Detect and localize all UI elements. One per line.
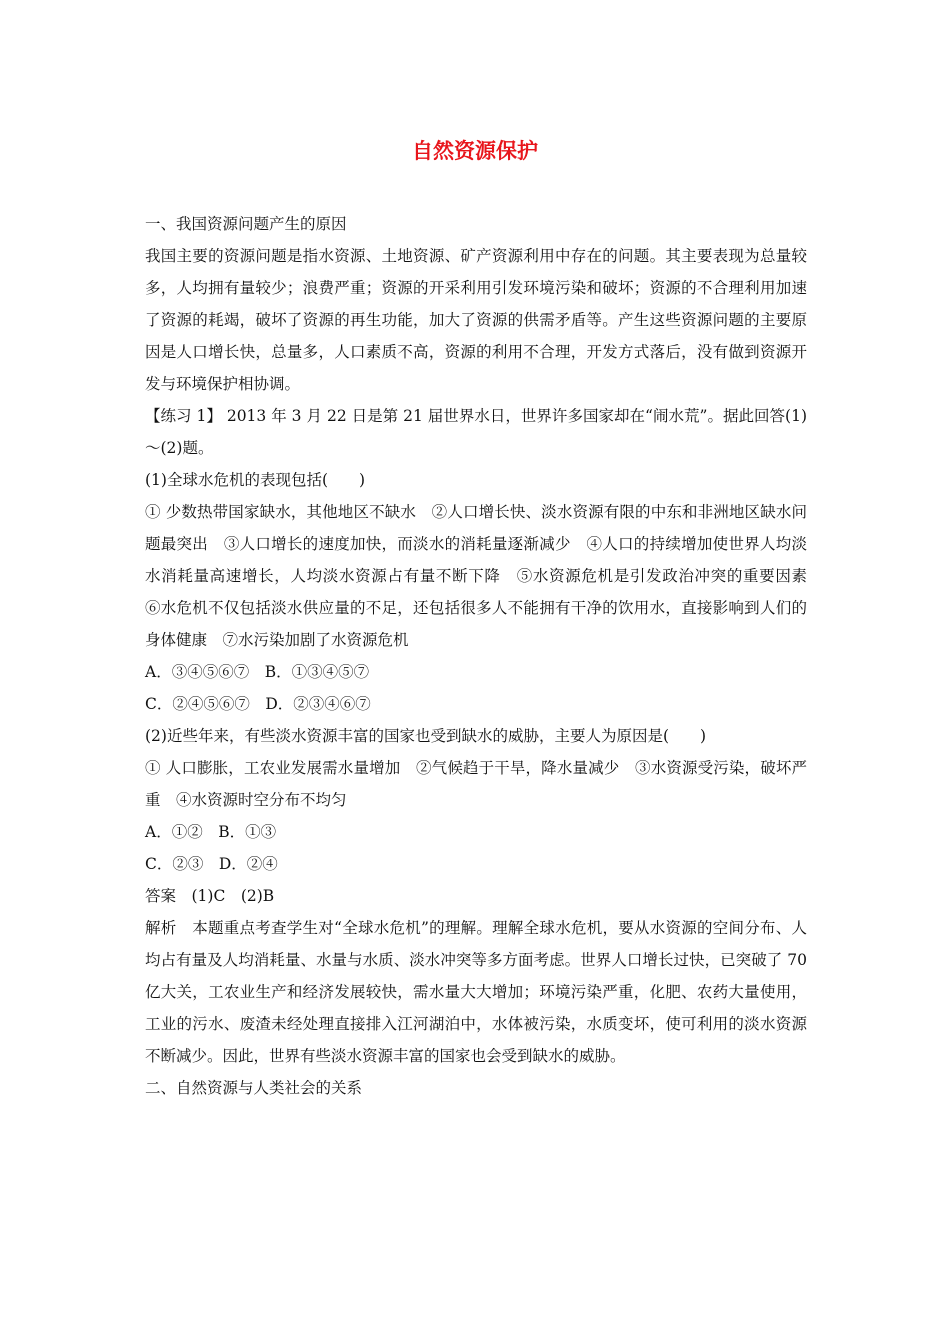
section-heading-2: 二、自然资源与人类社会的关系 [145, 1079, 363, 1097]
page-title: 自然资源保护 [412, 139, 538, 163]
question-1-options-cd: C．②④⑤⑥⑦ D．②③④⑥⑦ [145, 695, 371, 713]
question-2-stem: (2)近些年来，有些淡水资源丰富的国家也受到缺水的威胁，主要人为原因是( ) [145, 727, 707, 745]
question-2-options-ab: A．①② B．①③ [145, 823, 277, 841]
question-2-statements: ① 人口膨胀，工农业发展需水量增加 ②气候趋于干旱，降水量减少 ③水资源受污染，破坏严重 ④水资源时空分布不均匀 [145, 759, 807, 809]
section-heading-1: 一、我国资源问题产生的原因 [145, 215, 347, 233]
analysis-paragraph: 解析 本题重点考查学生对“全球水危机”的理解。理解全球水危机，要从水资源的空间分布、人均占有量及人均消耗量、水量与水质、淡水冲突等多方面考虑。世界人口增长过快，已突破了 70 亿大关，工农业生产和经济发展较快，需水量大大增加；环境污染严重，化肥、农药大量使用，工业的污水、废渣未经处理直接排入江河湖泊中，水体被污染，水质变坏，使可利用的淡水资源不断减少。因此，世界有些淡水资源丰富的国家也会受到缺水的威胁。 [145, 919, 807, 1065]
question-1-stem: (1)全球水危机的表现包括( ) [145, 471, 366, 489]
exercise-intro: 【练习 1】 2013 年 3 月 22 日是第 21 届世界水日，世界许多国家却在“闹水荒”。据此回答(1)～(2)题。 [145, 407, 807, 457]
question-1-statements: ① 少数热带国家缺水，其他地区不缺水 ②人口增长快、淡水资源有限的中东和非洲地区缺水问题最突出 ③人口增长的速度加快，而淡水的消耗量逐渐减少 ④人口的持续增加使世界人均淡水消耗量高速增长，人均淡水资源占有量不断下降 ⑤水资源危机是引发政治冲突的重要因素 ⑥水危机不仅包括淡水供应量的不足，还包括很多人不能拥有干净的饮用水，直接影响到人们的身体健康 ⑦水污染加剧了水资源危机 [145, 503, 823, 649]
answer-line: 答案 (1)C (2)B [145, 887, 275, 905]
section-body-1: 我国主要的资源问题是指水资源、土地资源、矿产资源利用中存在的问题。其主要表现为总量较多，人均拥有量较少；浪费严重；资源的开采利用引发环境污染和破坏；资源的不合理利用加速了资源的耗竭，破坏了资源的再生功能，加大了资源的供需矛盾等。产生这些资源问题的主要原因是人口增长快，总量多，人口素质不高，资源的利用不合理，开发方式落后，没有做到资源开发与环境保护相协调。 [145, 247, 807, 393]
document-body [145, 208, 823, 1104]
question-1-options-ab: A．③④⑤⑥⑦ B．①③④⑤⑦ [145, 663, 370, 681]
question-2-options-cd: C．②③ D．②④ [145, 855, 278, 873]
